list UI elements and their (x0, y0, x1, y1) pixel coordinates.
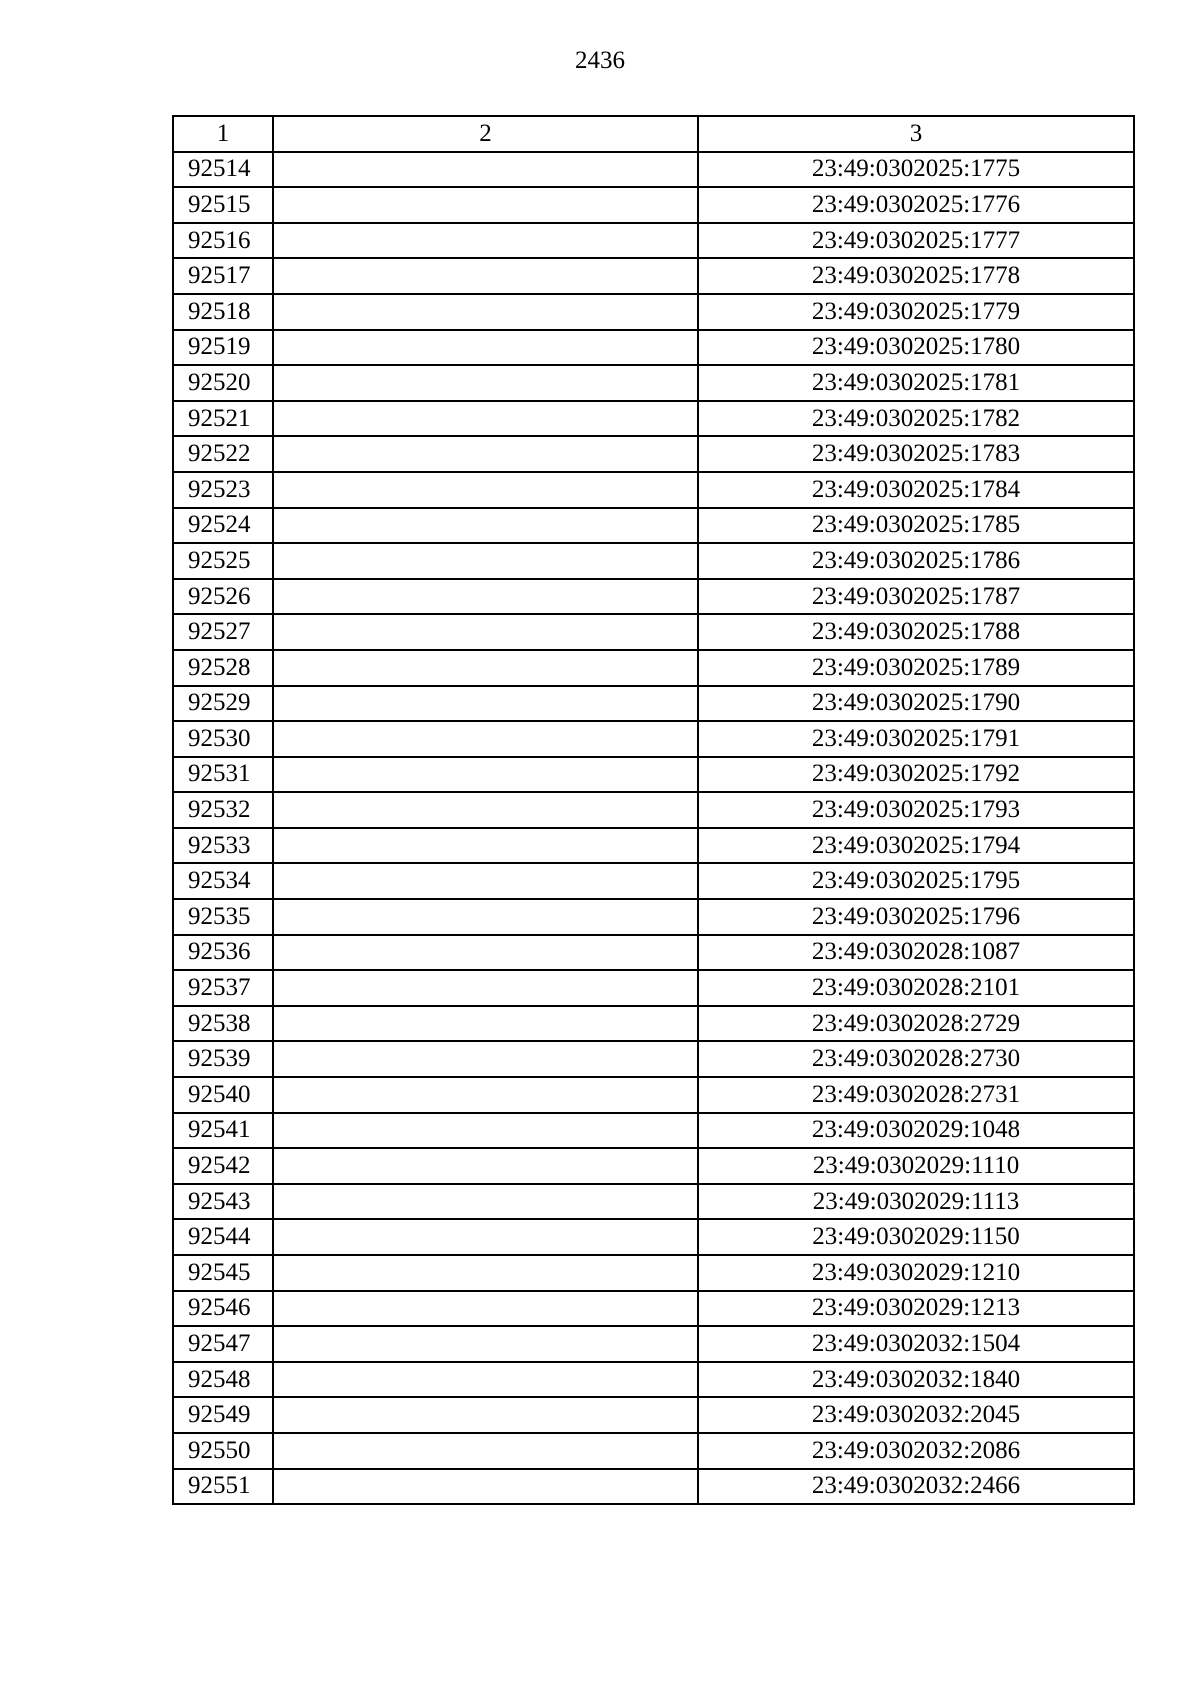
table-row (173, 828, 1134, 864)
table-cell-col3: 23:49:0302025:1792 (698, 757, 1134, 793)
table-row (173, 970, 1134, 1006)
table-row (173, 1148, 1134, 1184)
table-cell-col3: 23:49:0302032:2086 (698, 1433, 1134, 1469)
table-row (173, 152, 1134, 188)
table-row (173, 792, 1134, 828)
table-row (173, 1397, 1134, 1433)
table-cell-col3: 23:49:0302025:1776 (698, 187, 1134, 223)
table-cell-col3: 23:49:0302025:1786 (698, 543, 1134, 579)
table-cell-col1: 92517 (173, 258, 273, 294)
table-body (173, 152, 1134, 1505)
table-cell-col2 (273, 1362, 698, 1398)
table-cell-col2 (273, 935, 698, 971)
table-cell-col2 (273, 1219, 698, 1255)
table-cell-col2 (273, 330, 698, 366)
table-cell-col3: 23:49:0302025:1780 (698, 330, 1134, 366)
table-cell-col3: 23:49:0302029:1113 (698, 1184, 1134, 1220)
table-row (173, 935, 1134, 971)
table-cell-col1: 92547 (173, 1326, 273, 1362)
table-row (173, 1255, 1134, 1291)
page-number: 2436 (575, 47, 625, 74)
table-cell-col1: 92545 (173, 1255, 273, 1291)
table-cell-col1: 92522 (173, 436, 273, 472)
table-row (173, 686, 1134, 722)
table-row (173, 330, 1134, 366)
table-row (173, 365, 1134, 401)
table-row (173, 508, 1134, 544)
table-row (173, 258, 1134, 294)
table-cell-col2 (273, 223, 698, 259)
table-cell-col2 (273, 1041, 698, 1077)
table-cell-col3: 23:49:0302025:1793 (698, 792, 1134, 828)
table-cell-col2 (273, 1326, 698, 1362)
column-header-1: 1 (173, 116, 273, 152)
column-header-3: 3 (698, 116, 1134, 152)
table-cell-col3: 23:49:0302029:1213 (698, 1291, 1134, 1327)
table-cell-col3: 23:49:0302025:1782 (698, 401, 1134, 437)
table-cell-col2 (273, 721, 698, 757)
column-header-2: 2 (273, 116, 698, 152)
table-cell-col3: 23:49:0302029:1150 (698, 1219, 1134, 1255)
table-row (173, 543, 1134, 579)
table-row (173, 1469, 1134, 1505)
table-cell-col3: 23:49:0302028:2731 (698, 1077, 1134, 1113)
table-cell-col2 (273, 1006, 698, 1042)
table-row (173, 1219, 1134, 1255)
table-cell-col1: 92514 (173, 152, 273, 188)
table-cell-col2 (273, 579, 698, 615)
table-cell-col2 (273, 863, 698, 899)
table-cell-col3: 23:49:0302028:2101 (698, 970, 1134, 1006)
table-cell-col3: 23:49:0302025:1791 (698, 721, 1134, 757)
table-cell-col3: 23:49:0302025:1777 (698, 223, 1134, 259)
table-cell-col1: 92532 (173, 792, 273, 828)
table-cell-col1: 92515 (173, 187, 273, 223)
table-cell-col1: 92516 (173, 223, 273, 259)
table-row (173, 1326, 1134, 1362)
table-cell-col1: 92542 (173, 1148, 273, 1184)
table-cell-col1: 92538 (173, 1006, 273, 1042)
table-cell-col1: 92541 (173, 1113, 273, 1149)
table-cell-col3: 23:49:0302025:1794 (698, 828, 1134, 864)
table-cell-col3: 23:49:0302025:1785 (698, 508, 1134, 544)
table-row (173, 614, 1134, 650)
table-cell-col3: 23:49:0302029:1210 (698, 1255, 1134, 1291)
table-row (173, 1077, 1134, 1113)
table-cell-col1: 92543 (173, 1184, 273, 1220)
table-cell-col1: 92534 (173, 863, 273, 899)
table-cell-col2 (273, 401, 698, 437)
table-cell-col1: 92526 (173, 579, 273, 615)
table-cell-col1: 92536 (173, 935, 273, 971)
table-cell-col1: 92546 (173, 1291, 273, 1327)
table-cell-col1: 92524 (173, 508, 273, 544)
table-row (173, 472, 1134, 508)
table-row (173, 757, 1134, 793)
table-cell-col3: 23:49:0302025:1787 (698, 579, 1134, 615)
table-cell-col1: 92520 (173, 365, 273, 401)
table-row (173, 1184, 1134, 1220)
table-cell-col1: 92549 (173, 1397, 273, 1433)
table-header-row (173, 116, 1134, 152)
table-row (173, 187, 1134, 223)
table-cell-col2 (273, 792, 698, 828)
table-cell-col2 (273, 543, 698, 579)
table-cell-col2 (273, 1433, 698, 1469)
table-cell-col3: 23:49:0302025:1788 (698, 614, 1134, 650)
table-cell-col3: 23:49:0302025:1779 (698, 294, 1134, 330)
table-cell-col2 (273, 187, 698, 223)
table-cell-col1: 92533 (173, 828, 273, 864)
table-cell-col3: 23:49:0302025:1795 (698, 863, 1134, 899)
table-cell-col3: 23:49:0302025:1778 (698, 258, 1134, 294)
table-cell-col2 (273, 365, 698, 401)
table-cell-col2 (273, 152, 698, 188)
table-cell-col3: 23:49:0302025:1783 (698, 436, 1134, 472)
table-cell-col2 (273, 436, 698, 472)
table-cell-col2 (273, 614, 698, 650)
table-cell-col1: 92531 (173, 757, 273, 793)
table-row (173, 223, 1134, 259)
table-cell-col1: 92518 (173, 294, 273, 330)
table-cell-col3: 23:49:0302032:2045 (698, 1397, 1134, 1433)
table-cell-col2 (273, 1397, 698, 1433)
table-cell-col2 (273, 899, 698, 935)
table-cell-col3: 23:49:0302028:1087 (698, 935, 1134, 971)
table-cell-col1: 92540 (173, 1077, 273, 1113)
table-cell-col2 (273, 1148, 698, 1184)
table-row (173, 899, 1134, 935)
table-cell-col1: 92539 (173, 1041, 273, 1077)
table-cell-col3: 23:49:0302025:1784 (698, 472, 1134, 508)
table-cell-col1: 92537 (173, 970, 273, 1006)
table-cell-col3: 23:49:0302032:2466 (698, 1469, 1134, 1505)
table-cell-col3: 23:49:0302029:1110 (698, 1148, 1134, 1184)
table-cell-col1: 92535 (173, 899, 273, 935)
table-cell-col2 (273, 1255, 698, 1291)
table-cell-col2 (273, 828, 698, 864)
table-cell-col2 (273, 508, 698, 544)
table-cell-col2 (273, 686, 698, 722)
table-cell-col1: 92548 (173, 1362, 273, 1398)
table-row (173, 650, 1134, 686)
table-cell-col2 (273, 294, 698, 330)
table-cell-col3: 23:49:0302032:1504 (698, 1326, 1134, 1362)
table-row (173, 1291, 1134, 1327)
table-cell-col2 (273, 1113, 698, 1149)
table-row (173, 1433, 1134, 1469)
table-row (173, 1113, 1134, 1149)
table-cell-col1: 92544 (173, 1219, 273, 1255)
table-cell-col3: 23:49:0302028:2729 (698, 1006, 1134, 1042)
table-cell-col3: 23:49:0302029:1048 (698, 1113, 1134, 1149)
table-cell-col2 (273, 1077, 698, 1113)
data-table (172, 115, 1135, 1505)
table-cell-col1: 92528 (173, 650, 273, 686)
table-cell-col3: 23:49:0302028:2730 (698, 1041, 1134, 1077)
table-row (173, 294, 1134, 330)
table-cell-col2 (273, 650, 698, 686)
table-cell-col3: 23:49:0302025:1775 (698, 152, 1134, 188)
table-cell-col3: 23:49:0302032:1840 (698, 1362, 1134, 1398)
table-cell-col3: 23:49:0302025:1790 (698, 686, 1134, 722)
table-cell-col1: 92530 (173, 721, 273, 757)
table-cell-col2 (273, 258, 698, 294)
table-row (173, 1006, 1134, 1042)
table-cell-col2 (273, 1291, 698, 1327)
table-cell-col1: 92527 (173, 614, 273, 650)
table-cell-col2 (273, 1469, 698, 1505)
table-row (173, 863, 1134, 899)
table-cell-col1: 92523 (173, 472, 273, 508)
table-row (173, 436, 1134, 472)
table-cell-col3: 23:49:0302025:1789 (698, 650, 1134, 686)
table-cell-col2 (273, 757, 698, 793)
table-cell-col2 (273, 1184, 698, 1220)
table-cell-col1: 92525 (173, 543, 273, 579)
table-cell-col3: 23:49:0302025:1796 (698, 899, 1134, 935)
table-row (173, 1041, 1134, 1077)
table-row (173, 721, 1134, 757)
table-row (173, 1362, 1134, 1398)
table-cell-col1: 92521 (173, 401, 273, 437)
table-row (173, 579, 1134, 615)
table-cell-col1: 92550 (173, 1433, 273, 1469)
table-cell-col1: 92519 (173, 330, 273, 366)
table-header (173, 116, 1134, 152)
table-row (173, 401, 1134, 437)
table-cell-col1: 92529 (173, 686, 273, 722)
table-cell-col2 (273, 472, 698, 508)
table-cell-col3: 23:49:0302025:1781 (698, 365, 1134, 401)
table-cell-col1: 92551 (173, 1469, 273, 1505)
table-cell-col2 (273, 970, 698, 1006)
